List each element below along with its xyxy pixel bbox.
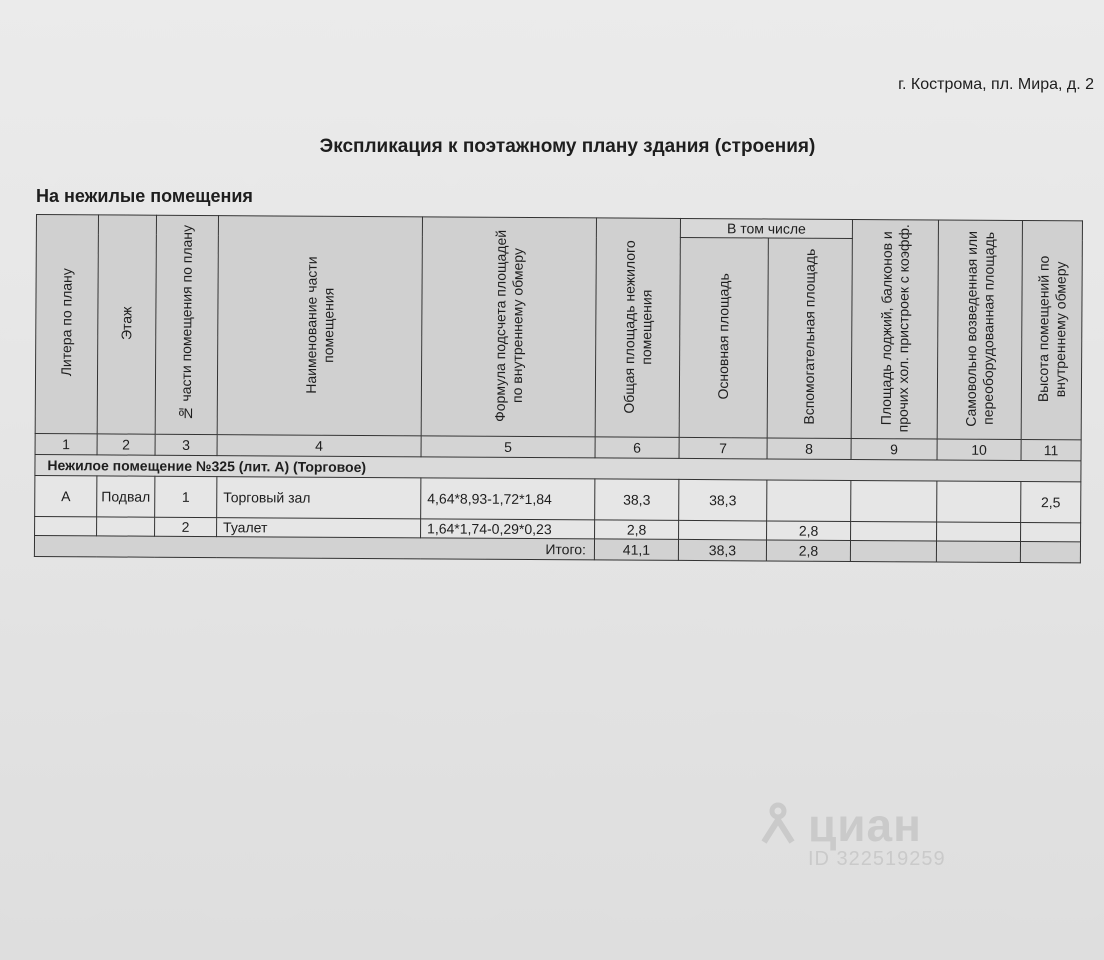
explication-table	[34, 214, 1083, 563]
address: г. Кострома, пл. Мира, д. 2	[898, 76, 1094, 93]
column-number: 3	[155, 434, 217, 455]
totals-total: 41,1	[594, 539, 678, 561]
cell-aux	[767, 480, 851, 522]
header-height: Высота помещений по внутреннему обмеру	[1021, 221, 1082, 440]
document-subtitle: На нежилые помещения	[36, 186, 253, 206]
cell-total: 38,3	[595, 479, 679, 521]
header-aux-area: Вспомогательная площадь	[767, 238, 852, 438]
watermark-logo: циан	[808, 799, 922, 851]
watermark	[772, 798, 946, 871]
header-loggia-area: Площадь лоджий, балконов и прочих хол. пристроек с коэфф.	[851, 219, 938, 439]
cell-height	[1021, 523, 1081, 542]
totals-label: Итого:	[34, 535, 594, 559]
header-part-name: Наименование части помещения	[217, 216, 422, 436]
column-number: 4	[217, 435, 421, 457]
totals-empty	[1020, 542, 1080, 563]
cell-main: 38,3	[679, 479, 767, 521]
cell-floor	[97, 517, 155, 536]
cell-formula: 1,64*1,74-0,29*0,23	[421, 519, 595, 539]
column-number: 8	[767, 438, 851, 460]
watermark-id: ID 322519259	[808, 848, 946, 870]
document-title: Экспликация к поэтажному плану здания (строения)	[319, 136, 816, 157]
header-litera: Литера по плану	[35, 215, 98, 434]
totals-empty	[850, 540, 936, 562]
totals-empty	[936, 541, 1020, 563]
header-formula: Формула подсчета площадей по внутреннему обмеру	[421, 217, 596, 437]
column-number: 2	[97, 434, 155, 455]
column-number: 7	[679, 437, 767, 459]
cell-height: 2,5	[1021, 482, 1081, 523]
cell-floor: Подвал	[97, 476, 155, 517]
header-group-including: В том числе	[680, 218, 852, 238]
header-total-area: Общая площадь нежилого помещения	[595, 218, 680, 438]
column-number: 10	[937, 439, 1021, 461]
cell-litera: А	[35, 475, 97, 516]
cell-unauth	[937, 522, 1021, 542]
cell-num: 1	[155, 476, 217, 517]
header-floor: Этаж	[97, 215, 156, 434]
cell-total: 2,8	[595, 520, 679, 540]
cell-name: Туалет	[217, 518, 421, 538]
cell-unauth	[937, 481, 1021, 523]
table-row	[35, 475, 1081, 522]
column-number: 11	[1021, 440, 1081, 461]
cell-litera	[35, 516, 97, 535]
cell-aux: 2,8	[767, 521, 851, 541]
cell-loggia	[851, 521, 937, 541]
totals-aux: 2,8	[766, 540, 850, 562]
section-heading: Нежилое помещение №325 (лит. А) (Торговое)	[35, 454, 1081, 481]
column-number: 9	[851, 438, 937, 460]
column-number: 1	[35, 433, 97, 454]
header-main-area: Основная площадь	[679, 238, 768, 438]
location-pin-icon	[758, 802, 798, 846]
totals-main: 38,3	[678, 539, 766, 561]
cell-name: Торговый зал	[217, 477, 421, 519]
column-number: 5	[421, 436, 595, 458]
column-number: 6	[595, 437, 679, 459]
header-unauthorized-area: Самовольно возведенная или переоборудованная площадь	[937, 220, 1022, 440]
cell-num: 2	[155, 517, 217, 536]
cell-main	[679, 520, 767, 540]
cell-formula: 4,64*8,93-1,72*1,84	[421, 478, 595, 520]
cell-loggia	[851, 480, 937, 522]
header-part-number: № части помещения по плану	[155, 215, 218, 434]
